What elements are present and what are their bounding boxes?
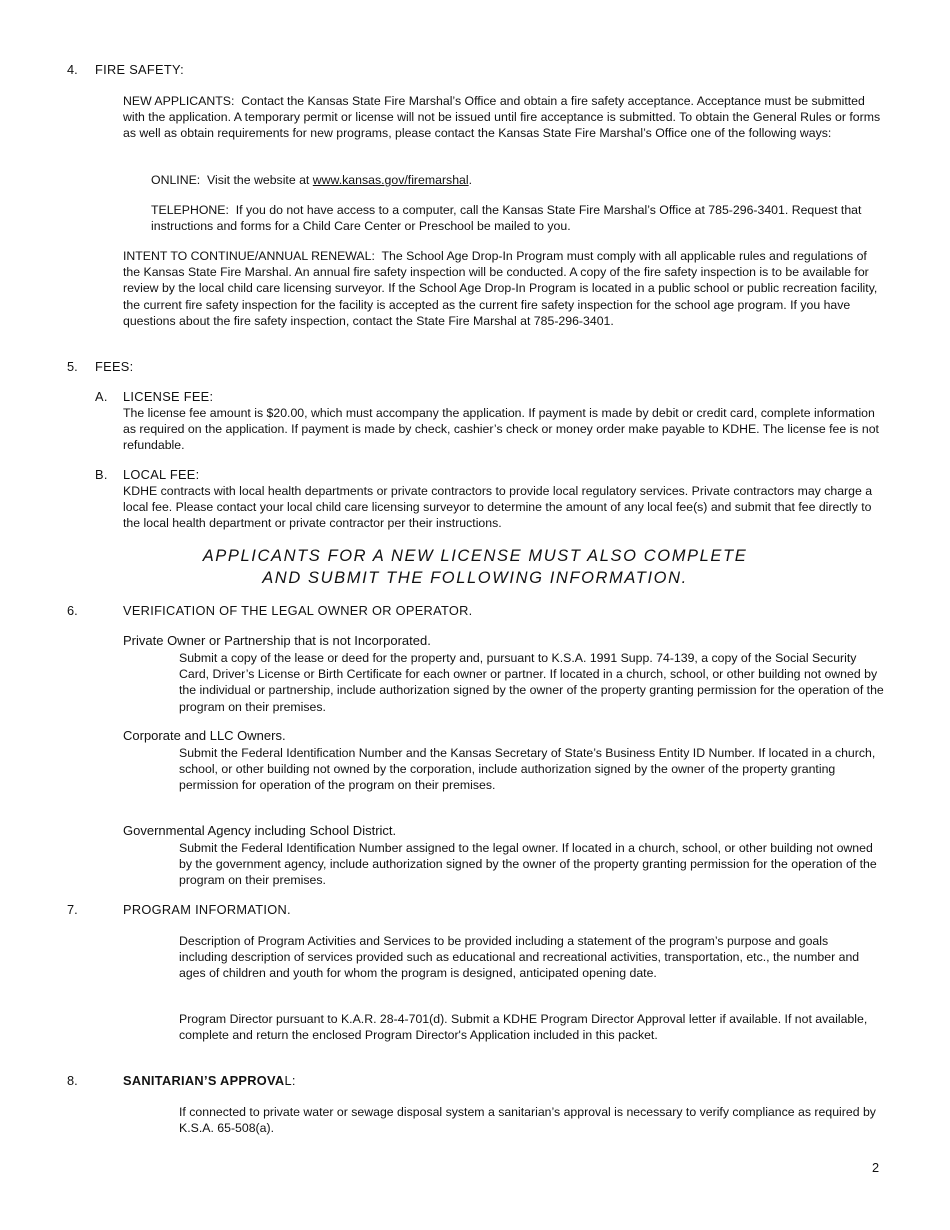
section-8-title-bold: SANITARIAN’S APPROVA: [123, 1073, 285, 1088]
section-5-number: 5.: [67, 359, 78, 374]
new-applicants-text: Contact the Kansas State Fire Marshal’s Office and obtain a fire safety acceptance. Acceptance must be submitted with the application. A temporary permit or license will not be issued until fire acceptance is submitted. To obtain the General Rules or forms as well as obtain requirements for new programs, please contact the Kansas State Fire Marshal’s Office one of the following ways:: [123, 94, 881, 141]
section-4-number: 4.: [67, 62, 78, 77]
local-fee-title: LOCAL FEE:: [123, 467, 200, 482]
license-fee-text: The license fee amount is $20.00, which must accompany the application. If payment is made by debit or credit card, complete information as required on the application. If payment is made by check, cashier’s check or money order make payable to KDHE. The license fee is not refundable.: [123, 406, 879, 453]
telephone-text: If you do not have access to a computer, call the Kansas State Fire Marshal’s Office at 785-296-3401. Request that instructions and forms for a Child Care Center or Preschool be mailed to you.: [151, 203, 862, 234]
license-fee-title: LICENSE FEE:: [123, 389, 214, 404]
private-owner-title: Private Owner or Partnership that is not Incorporated.: [123, 633, 431, 648]
online-text: Visit the website at: [207, 173, 310, 187]
online-end: .: [468, 173, 473, 187]
new-applicants-lead: NEW APPLICANTS:: [123, 94, 235, 108]
new-license-banner-line-1: APPLICANTS FOR A NEW LICENSE MUST ALSO COMPLETE: [202, 547, 748, 565]
private-owner-text: Submit a copy of the lease or deed for the property and, pursuant to K.S.A. 1991 Supp. 74-139, a copy of the Social Security Card, Driver’s License or Birth Certificate for each owner or partner. If located in a church, school, or other building not owned by the individual or partnership, include authorization signed by the owner of the property granting permission for the operation of the program on their premises.: [179, 651, 884, 714]
telephone-lead: TELEPHONE:: [151, 203, 229, 217]
section-8-title: [123, 1073, 296, 1089]
renewal-lead: INTENT TO CONTINUE/ANNUAL RENEWAL:: [123, 249, 375, 263]
telephone-paragraph: [151, 202, 889, 234]
program-director-text: Program Director pursuant to K.A.R. 28-4-701(d). Submit a KDHE Program Director Approval letter if available. If not available, complete and return the enclosed Program Director's Application included in this packet.: [179, 1012, 868, 1043]
online-lead: ONLINE:: [151, 173, 201, 187]
local-fee-text: KDHE contracts with local health departments or private contractors to provide local regulatory services. Private contractors may charge a local fee. Please contact your local child care licensing surveyor to determine the amount of any local fee(s) and submit that fee directly to the local health department or private contractor per their instructions.: [123, 484, 873, 531]
renewal-text: The School Age Drop-In Program must comply with all applicable rules and regulations of the Kansas State Fire Marshal. An annual fire safety inspection will be conducted. A copy of the fire safety inspection is to be available for review by the local child care licensing surveyor. If the School Age Drop-In Program is located in a public school or public recreation facility, the current fire safety inspection for the facility is accepted as the current fire safety inspection for the school age program. If you have questions about the fire safety inspection, contact the State Fire Marshal at 785-296-3401.: [123, 249, 878, 328]
section-5-title: FEES:: [95, 359, 134, 374]
section-6-title: VERIFICATION OF THE LEGAL OWNER OR OPERATOR.: [123, 603, 473, 618]
local-fee-letter: B.: [95, 467, 108, 482]
license-fee-letter: A.: [95, 389, 108, 404]
section-4-title: FIRE SAFETY:: [95, 62, 184, 77]
renewal-paragraph: [123, 248, 885, 329]
sanitarian-text: If connected to private water or sewage disposal system a sanitarian’s approval is necessary to verify compliance as required by K.S.A. 65-508(a).: [179, 1105, 876, 1136]
section-7-number: 7.: [67, 902, 78, 917]
section-6-number: 6.: [67, 603, 78, 618]
program-activities-text: Description of Program Activities and Services to be provided including a statement of the program’s purpose and goals including description of services provided such as educational and recreational activities, transportation, etc., the number and ages of children and youth for whom the program is designed, anticipated opening date.: [179, 934, 860, 981]
government-agency-text: Submit the Federal Identification Number assigned to the legal owner. If located in a church, school, or other building not owned by the government agency, include authorization signed by the owner of the property granting permission for the operation of the program on their premises.: [179, 841, 877, 888]
new-applicants-paragraph: [123, 93, 883, 142]
new-license-banner-line-2: AND SUBMIT THE FOLLOWING INFORMATION.: [262, 569, 688, 587]
firemarshal-link[interactable]: www.kansas.gov/firemarshal: [312, 173, 469, 187]
section-7-title: PROGRAM INFORMATION.: [123, 902, 291, 917]
page-number: 2: [872, 1160, 880, 1175]
section-8-number: 8.: [67, 1073, 78, 1088]
online-paragraph: [151, 172, 891, 188]
corporate-owner-title: Corporate and LLC Owners.: [123, 728, 286, 743]
government-agency-title: Governmental Agency including School District.: [123, 823, 397, 838]
corporate-owner-text: Submit the Federal Identification Number and the Kansas Secretary of State’s Business Entity ID Number. If located in a church, school, or other building not owned by the corporation, include authorization signed by the owner of the property granting permission for operation of the program on their premises.: [179, 746, 876, 793]
section-8-title-rest: L:: [284, 1073, 296, 1088]
